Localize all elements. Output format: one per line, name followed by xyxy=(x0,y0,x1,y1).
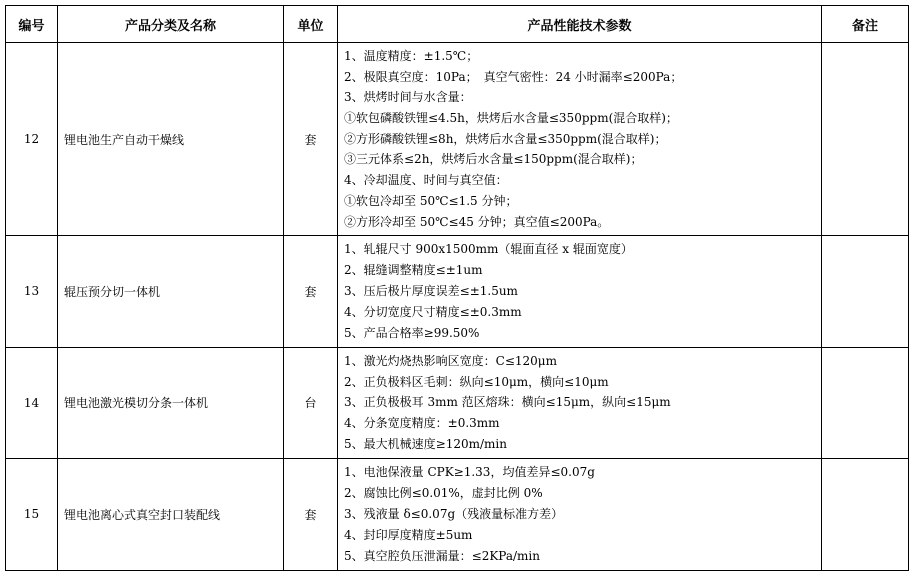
param-line: 5、产品合格率≥99.50% xyxy=(344,325,480,340)
header-remarks: 备注 xyxy=(822,6,909,43)
param-line: 4、封印厚度精度±5um xyxy=(344,527,473,542)
param-line: ③三元体系≤2h，烘烤后水含量≤150ppm(混合取样)； xyxy=(344,152,643,167)
table-body xyxy=(6,43,909,571)
param-line: ②方形冷却至 50℃≤45 分钟；真空值≤200Pa。 xyxy=(344,214,610,229)
param-line: 3、压后极片厚度误差≤±1.5um xyxy=(344,283,518,298)
header-number: 编号 xyxy=(6,6,58,43)
row-number: 12 xyxy=(6,43,58,236)
param-line: ①软包冷却至 50℃≤1.5 分钟； xyxy=(344,193,518,208)
row-tech-params xyxy=(338,459,822,570)
param-line: 4、分切宽度尺寸精度≤±0.3mm xyxy=(344,304,522,319)
row-number: 14 xyxy=(6,347,58,458)
header-tech-params: 产品性能技术参数 xyxy=(338,6,822,43)
param-line: 4、分条宽度精度：±0.3mm xyxy=(344,416,500,431)
param-line: 5、真空腔负压泄漏量：≤2KPa/min xyxy=(344,548,540,563)
param-line: 1、激光灼烧热影响区宽度：C≤120μm xyxy=(344,353,557,368)
param-line: 5、最大机械速度≥120m/min xyxy=(344,437,507,452)
row-remarks xyxy=(822,43,909,236)
table-row xyxy=(6,43,909,236)
row-tech-params xyxy=(338,43,822,236)
param-line: 1、温度精度：±1.5℃； xyxy=(344,49,479,63)
table-row xyxy=(6,347,909,458)
param-line: ①软包磷酸铁锂≤4.5h，烘烤后水含量≤350ppm(混合取样)； xyxy=(344,111,678,126)
row-product-name: 锂电池生产自动干燥线 xyxy=(58,43,284,236)
param-line: 2、极限真空度：10Pa； 真空气密性：24 小时漏率≤200Pa； xyxy=(344,69,683,84)
row-remarks xyxy=(822,347,909,458)
row-unit: 套 xyxy=(284,43,338,236)
param-line: 2、腐蚀比例≤0.01%，虚封比例 0% xyxy=(344,485,543,500)
row-tech-params xyxy=(338,236,822,347)
row-unit: 台 xyxy=(284,347,338,458)
param-line: 4、冷却温度、时间与真空值： xyxy=(344,173,508,188)
header-unit: 单位 xyxy=(284,6,338,43)
table-row xyxy=(6,236,909,347)
row-product-name: 辊压预分切一体机 xyxy=(58,236,284,347)
row-tech-params xyxy=(338,347,822,458)
row-remarks xyxy=(822,236,909,347)
param-line: 3、正负极极耳 3mm 范区熔珠：横向≤15μm，纵向≤15μm xyxy=(344,395,671,410)
param-line: 3、残液量 δ≤0.07g（残液量标准方差） xyxy=(344,506,564,521)
table-row xyxy=(6,459,909,570)
param-line: 2、辊缝调整精度≤±1um xyxy=(344,263,483,278)
param-line: 1、电池保液量 CPK≥1.33，均值差异≤0.07g xyxy=(344,465,595,480)
row-number: 15 xyxy=(6,459,58,570)
header-product-name: 产品分类及名称 xyxy=(58,6,284,43)
param-line: 3、烘烤时间与水含量： xyxy=(344,90,472,105)
row-number: 13 xyxy=(6,236,58,347)
row-product-name: 锂电池离心式真空封口装配线 xyxy=(58,459,284,570)
product-spec-table xyxy=(5,5,909,571)
row-product-name: 锂电池激光模切分条一体机 xyxy=(58,347,284,458)
row-unit: 套 xyxy=(284,236,338,347)
row-unit: 套 xyxy=(284,459,338,570)
row-remarks xyxy=(822,459,909,570)
param-line: 2、正负极料区毛刺：纵向≤10μm，横向≤10μm xyxy=(344,374,609,389)
param-line: ②方形磷酸铁锂≤8h，烘烤后水含量≤350ppm(混合取样)； xyxy=(344,131,667,146)
header-row xyxy=(6,6,909,43)
param-line: 1、轧辊尺寸 900x1500mm（辊面直径 x 辊面宽度） xyxy=(344,242,633,257)
